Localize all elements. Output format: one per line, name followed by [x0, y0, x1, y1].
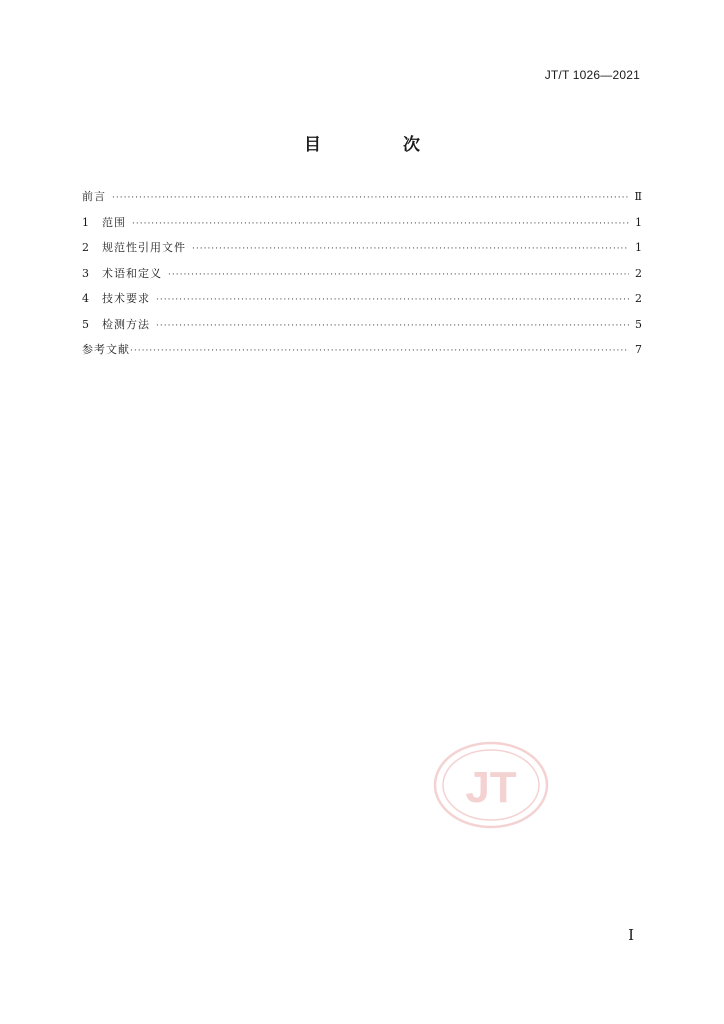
toc-entry-bibliography[interactable]: [82, 341, 642, 367]
toc-entry-label: 规范性引用文件: [102, 241, 186, 254]
toc-entry-number: 3: [82, 266, 89, 280]
toc-entry-label: 检测方法: [102, 317, 150, 331]
toc-entry-page: Ⅱ: [634, 190, 642, 203]
toc-entry-label: 技术要求: [102, 292, 150, 305]
toc-entry-technical-requirements[interactable]: [82, 290, 642, 316]
page-number: I: [628, 926, 634, 944]
toc-entry-page: 2: [635, 266, 642, 280]
toc-entry-page: 1: [635, 215, 642, 229]
toc-leader-dots: [112, 193, 629, 203]
table-of-contents: [82, 188, 642, 367]
toc-entry-test-methods[interactable]: [82, 316, 642, 342]
toc-entry-label: 术语和定义: [102, 266, 162, 280]
toc-entry-foreword[interactable]: [82, 188, 642, 214]
toc-entry-scope[interactable]: [82, 214, 642, 240]
toc-entry-label: 参考文献: [82, 343, 130, 356]
toc-entry-page: 7: [635, 343, 642, 356]
toc-leader-dots: [192, 244, 629, 254]
toc-leader-dots: [156, 321, 629, 331]
toc-entry-normative-references[interactable]: [82, 239, 642, 265]
toc-entry-page: 1: [635, 241, 642, 254]
toc-leader-dots: [130, 346, 629, 356]
svg-text:JT: JT: [465, 763, 517, 812]
toc-entry-terms-definitions[interactable]: [82, 265, 642, 291]
jt-watermark-logo: [432, 740, 550, 830]
toc-entry-page: 2: [635, 292, 642, 305]
toc-entry-label: 前言: [82, 190, 106, 203]
toc-entry-page: 5: [635, 317, 642, 331]
toc-leader-dots: [132, 219, 629, 229]
toc-entry-number: 2: [82, 241, 89, 254]
page-title: 目 次: [304, 135, 458, 155]
toc-entry-number: 4: [82, 292, 89, 305]
standard-code: JT/T 1026—2021: [544, 68, 640, 82]
toc-entry-number: 1: [82, 215, 89, 229]
toc-entry-label: 范围: [102, 215, 126, 229]
toc-leader-dots: [156, 295, 629, 305]
toc-entry-number: 5: [82, 317, 89, 331]
toc-leader-dots: [168, 270, 629, 280]
